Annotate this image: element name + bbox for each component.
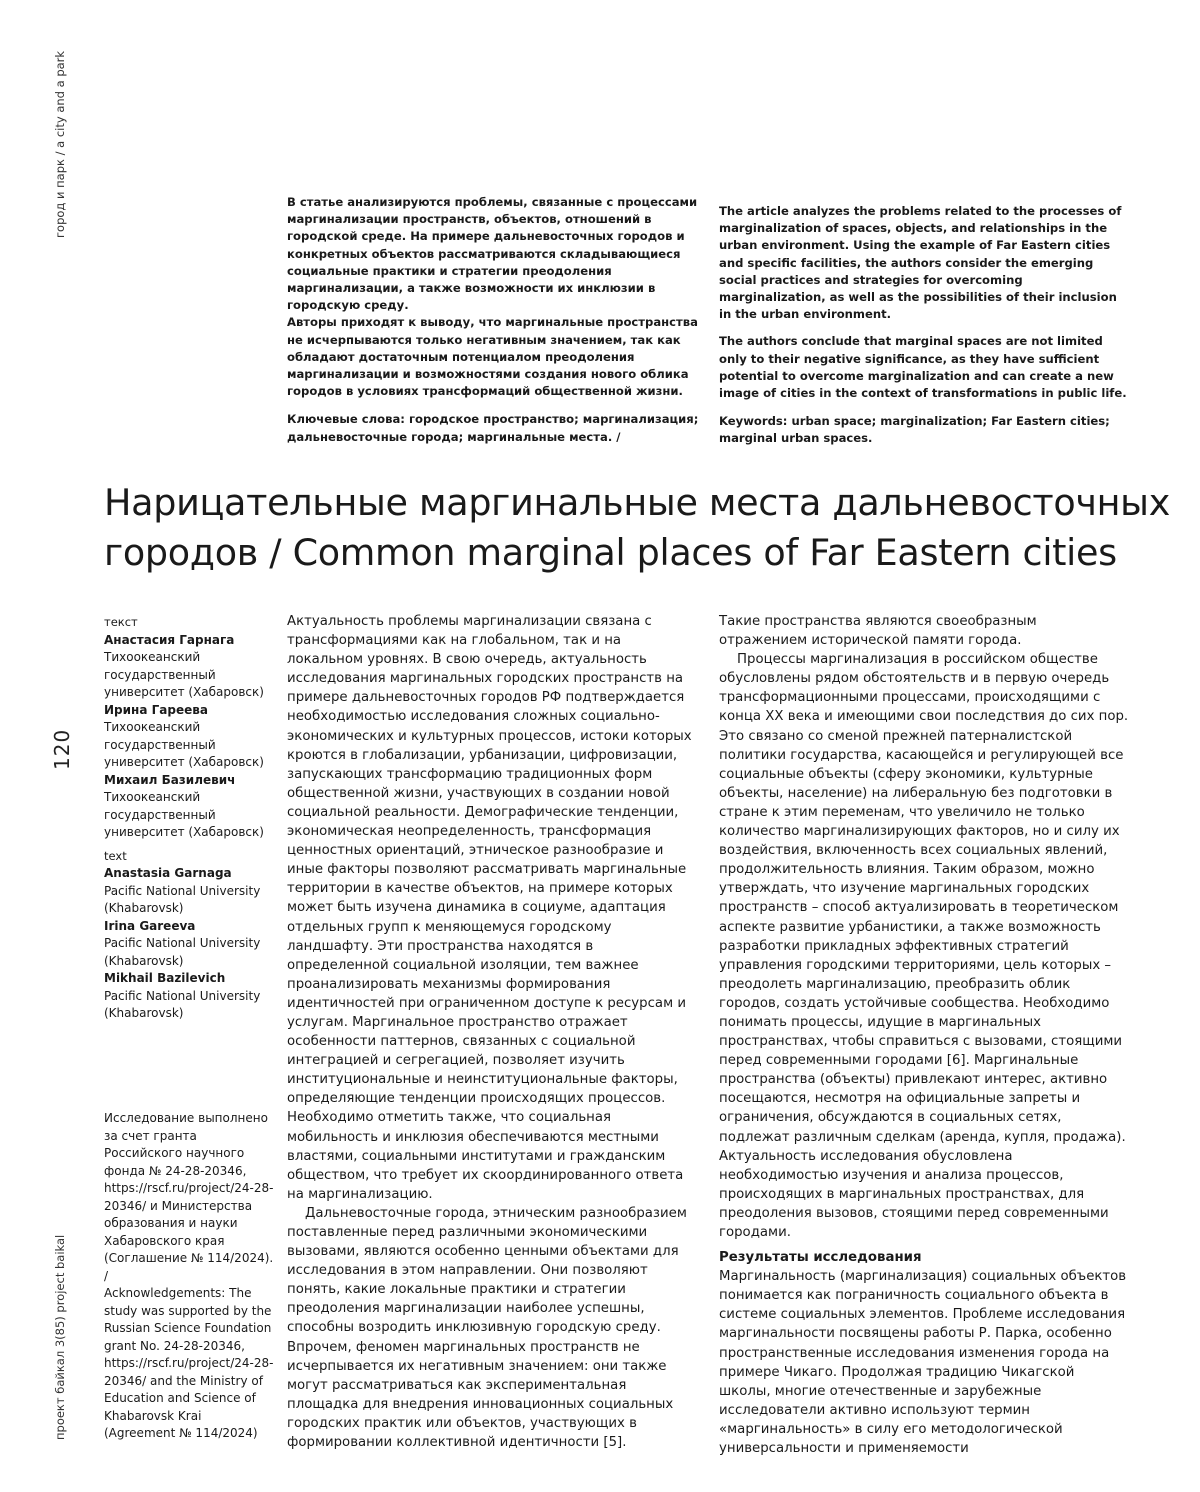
abstract-ru-keywords: Ключевые слова: городское пространство; маргинализация; дальневосточные города; маргинальные места. / [287,412,699,444]
author-ru-name-3: Михаил Базилевич [104,772,236,787]
funding-note-en: Acknowledgements: The study was supported by the Russian Science Foundation grant No. 24-28-20346, https://rscf.ru/project/24-28-20346/ and the Ministry of Education and Science of Khabarovsk Krai (Agreement № 114/2024) [104,1286,274,1440]
body-paragraph: Актуальность проблемы маргинализации связана с трансформациями как на глобальном, так и на локальном уровнях. В свою очередь, актуальность исследования маргинальных городских пространств на примере дальневосточных городов РФ подтверждается необходимостью исследования сложных социально-экономических и культурных процессов, истоки которых кроются в глобализации, урбанизации, цифровизации, запускающих трансформацию традиционных форм общественной жизни, участвующих в создании новой социальной реальности. Демографические тенденции, экономическая неопределенность, трансформация ценностных ориентаций, этническое разнообразие и иные факторы позволяют рассматривать маргинальные территории в качестве объектов, на примере которых может быть изучена динамика в социуме, адаптация отдельных групп к меняющемуся городскому ландшафту. Эти пространства находятся в определенной социальной изоляции, тем важнее проанализировать механизмы формирования идентичностей при ограниченном доступе к ресурсам и услугам. Маргинальное пространство отражает особенности паттернов, связанных с социальной интеграцией и сегрегацией, позволяет изучить институциональные и неинституциональные факторы, определяющие тенденции происходящих процессов. Необходимо отметить также, что социальная мобильность и инклюзия обеспечиваются местными властями, социальными институтами и гражданским обществом, что требует их скоординированного ответа на маргинализацию. [287,614,692,1202]
article-title-line-2: городов / Common marginal places of Far Eastern cities [104,531,1117,574]
author-en-name-2: Irina Gareeva [104,918,196,933]
author-en-affiliation-2: Pacific National University (Khabarovsk) [104,936,261,968]
abstract-russian [287,194,699,446]
author-ru-affiliation-3: Тихоокеанский государственный университет (Хабаровск) [104,790,264,839]
body-paragraph: Такие пространства являются своеобразным отражением исторической памяти города. [719,614,1037,649]
author-ru-affiliation-1: Тихоокеанский государственный университет (Хабаровск) [104,650,264,699]
abstract-ru-paragraph-2: Авторы приходят к выводу, что маргинальные пространства не исчерпываются только негативным значением, так как обладают достаточным потенциалом преодоления маргинализации и возможностями создания нового облика городов в условиях трансформаций общественной жизни. [287,315,698,399]
section-heading: Результаты исследования [719,1250,922,1266]
authors-ru-label: текст [104,615,138,629]
abstract-english [719,203,1129,448]
abstract-en-keywords: Keywords: urban space; marginalization; Far Eastern cities; marginal urban spaces. [719,414,1110,446]
author-ru-name-2: Ирина Гареева [104,702,208,717]
author-en-name-1: Anastasia Garnaga [104,866,232,880]
journal-section-label: город и парк / a city and a park [53,50,67,238]
author-en-name-3: Mikhail Bazilevich [104,971,226,985]
abstract-ru-paragraph-1: В статье анализируются проблемы, связанные с процессами маргинализации пространств, объектов, отношений в городской среде. На примере дальневосточных городов и конкретных объектов рассматриваются складывающиеся социальные практики и стратегии преодоления маргинализации, а также возможности их инклюзии в городскую среду. [287,195,698,313]
abstract-en-paragraph-2: The authors conclude that marginal spaces are not limited only to their negative significance, as they have sufficient potential to overcome marginalization and can create a new image of cities in the context of transformations in public life. [719,334,1127,401]
body-paragraph: Маргинальность (маргинализация) социальных объектов понимается как пограничность социального объекта в системе социальных элементов. Проблеме исследования маргинальности посвящены работы Р. Парка, особенно пространственные исследования изменения города на примере Чикаго. Продолжая традицию Чикагской школы, многие отечественные и зарубежные исследователи активно используют термин «маргинальность» в силу его методологической универсальности и применяемости [719,1269,1127,1457]
page-number: 120 [50,728,74,770]
article-title [104,478,1184,578]
funding-note [104,1110,274,1443]
funding-note-ru: Исследование выполнено за счет гранта Российского научного фонда № 24-28-20346, https://rscf.ru/project/24-28-20346/ и Министерства образования и науки Хабаровского края (Соглашение № 114/2024). / [104,1111,274,1283]
author-ru-name-1: Анастасия Гарнага [104,632,235,647]
body-column-2 [719,612,1129,1458]
author-en-affiliation-3: Pacific National University (Khabarovsk) [104,988,261,1020]
body-paragraph: Процессы маргинализация в российском обществе обусловлены рядом обстоятельств и в первую очередь трансформационными процессами, происходящими с конца XX века и имеющими свои последствия до сих пор. Это связано со сменой прежней патерналистской политики государства, касающейся и регулирующей все социальные объекты (сферу экономики, культурные объекты, население) на либеральную без подготовки в стране к этим переменам, что увеличило не только количество маргинализирующих факторов, но и силу их воздействия, включенность всех социальных явлений, продолжительность влияния. Таким образом, можно утверждать, что изучение маргинальных городских пространств – способ актуализировать в теоретическом аспекте развитие урбанистики, а также возможность разработки прикладных эффективных стратегий управления городскими территориями, цель которых – преодолеть маргинализацию, преобразить облик городов, создать устойчивые сообщества. Необходимо понимать процессы, идущие в маргинальных пространствах, чтобы справиться с вызовами, стоящими перед современными городами [6]. Маргинальные пространства (объекты) привлекают интерес, активно посещаются, несмотря на официальные запреты и ограничения, обсуждаются в социальных сетях, подлежат различным сделкам (аренда, купля, продажа). Актуальность исследования обусловлена необходимостью изучения и анализа процессов, происходящих в маргинальных пространствах, для преодоления вызовов, стоящими перед современными городами. [719,652,1129,1240]
author-block [104,614,274,1023]
journal-issue-label: проект байкал 3(85) project baikal [53,1234,67,1440]
authors-en-label: text [104,848,127,863]
body-column-1 [287,612,697,1452]
author-en-affiliation-1: Pacific National University (Khabarovsk) [104,883,261,915]
author-ru-affiliation-2: Тихоокеанский государственный университет (Хабаровск) [104,720,264,769]
abstract-en-paragraph-1: The article analyzes the problems related to the processes of marginalization of spaces, objects, and relationships in the urban environment. Using the example of Far Eastern cities and specific facilities, the authors consider the emerging social practices and strategies for overcoming marginalization, as well as the possibilities of their inclusion in the urban environment. [719,204,1122,322]
body-paragraph: Дальневосточные города, этническим разнообразием поставленные перед различными экономическими вызовами, являются особенно ценными объектами для исследования в этом направлении. Они позволяют понять, какие локальные практики и стратегии преодоления маргинализации наиболее успешны, способны возродить инклюзивную городскую среду. Впрочем, феномен маргинальных пространств не исчерпывается их негативным значением: они также могут рассматриваться как экспериментальная площадка для внедрения инновационных социальных городских практик или объектов, участвующих в формировании коллективной идентичности [5]. [287,1205,687,1451]
article-title-line-1: Нарицательные маргинальные места дальневосточных [104,481,1171,524]
